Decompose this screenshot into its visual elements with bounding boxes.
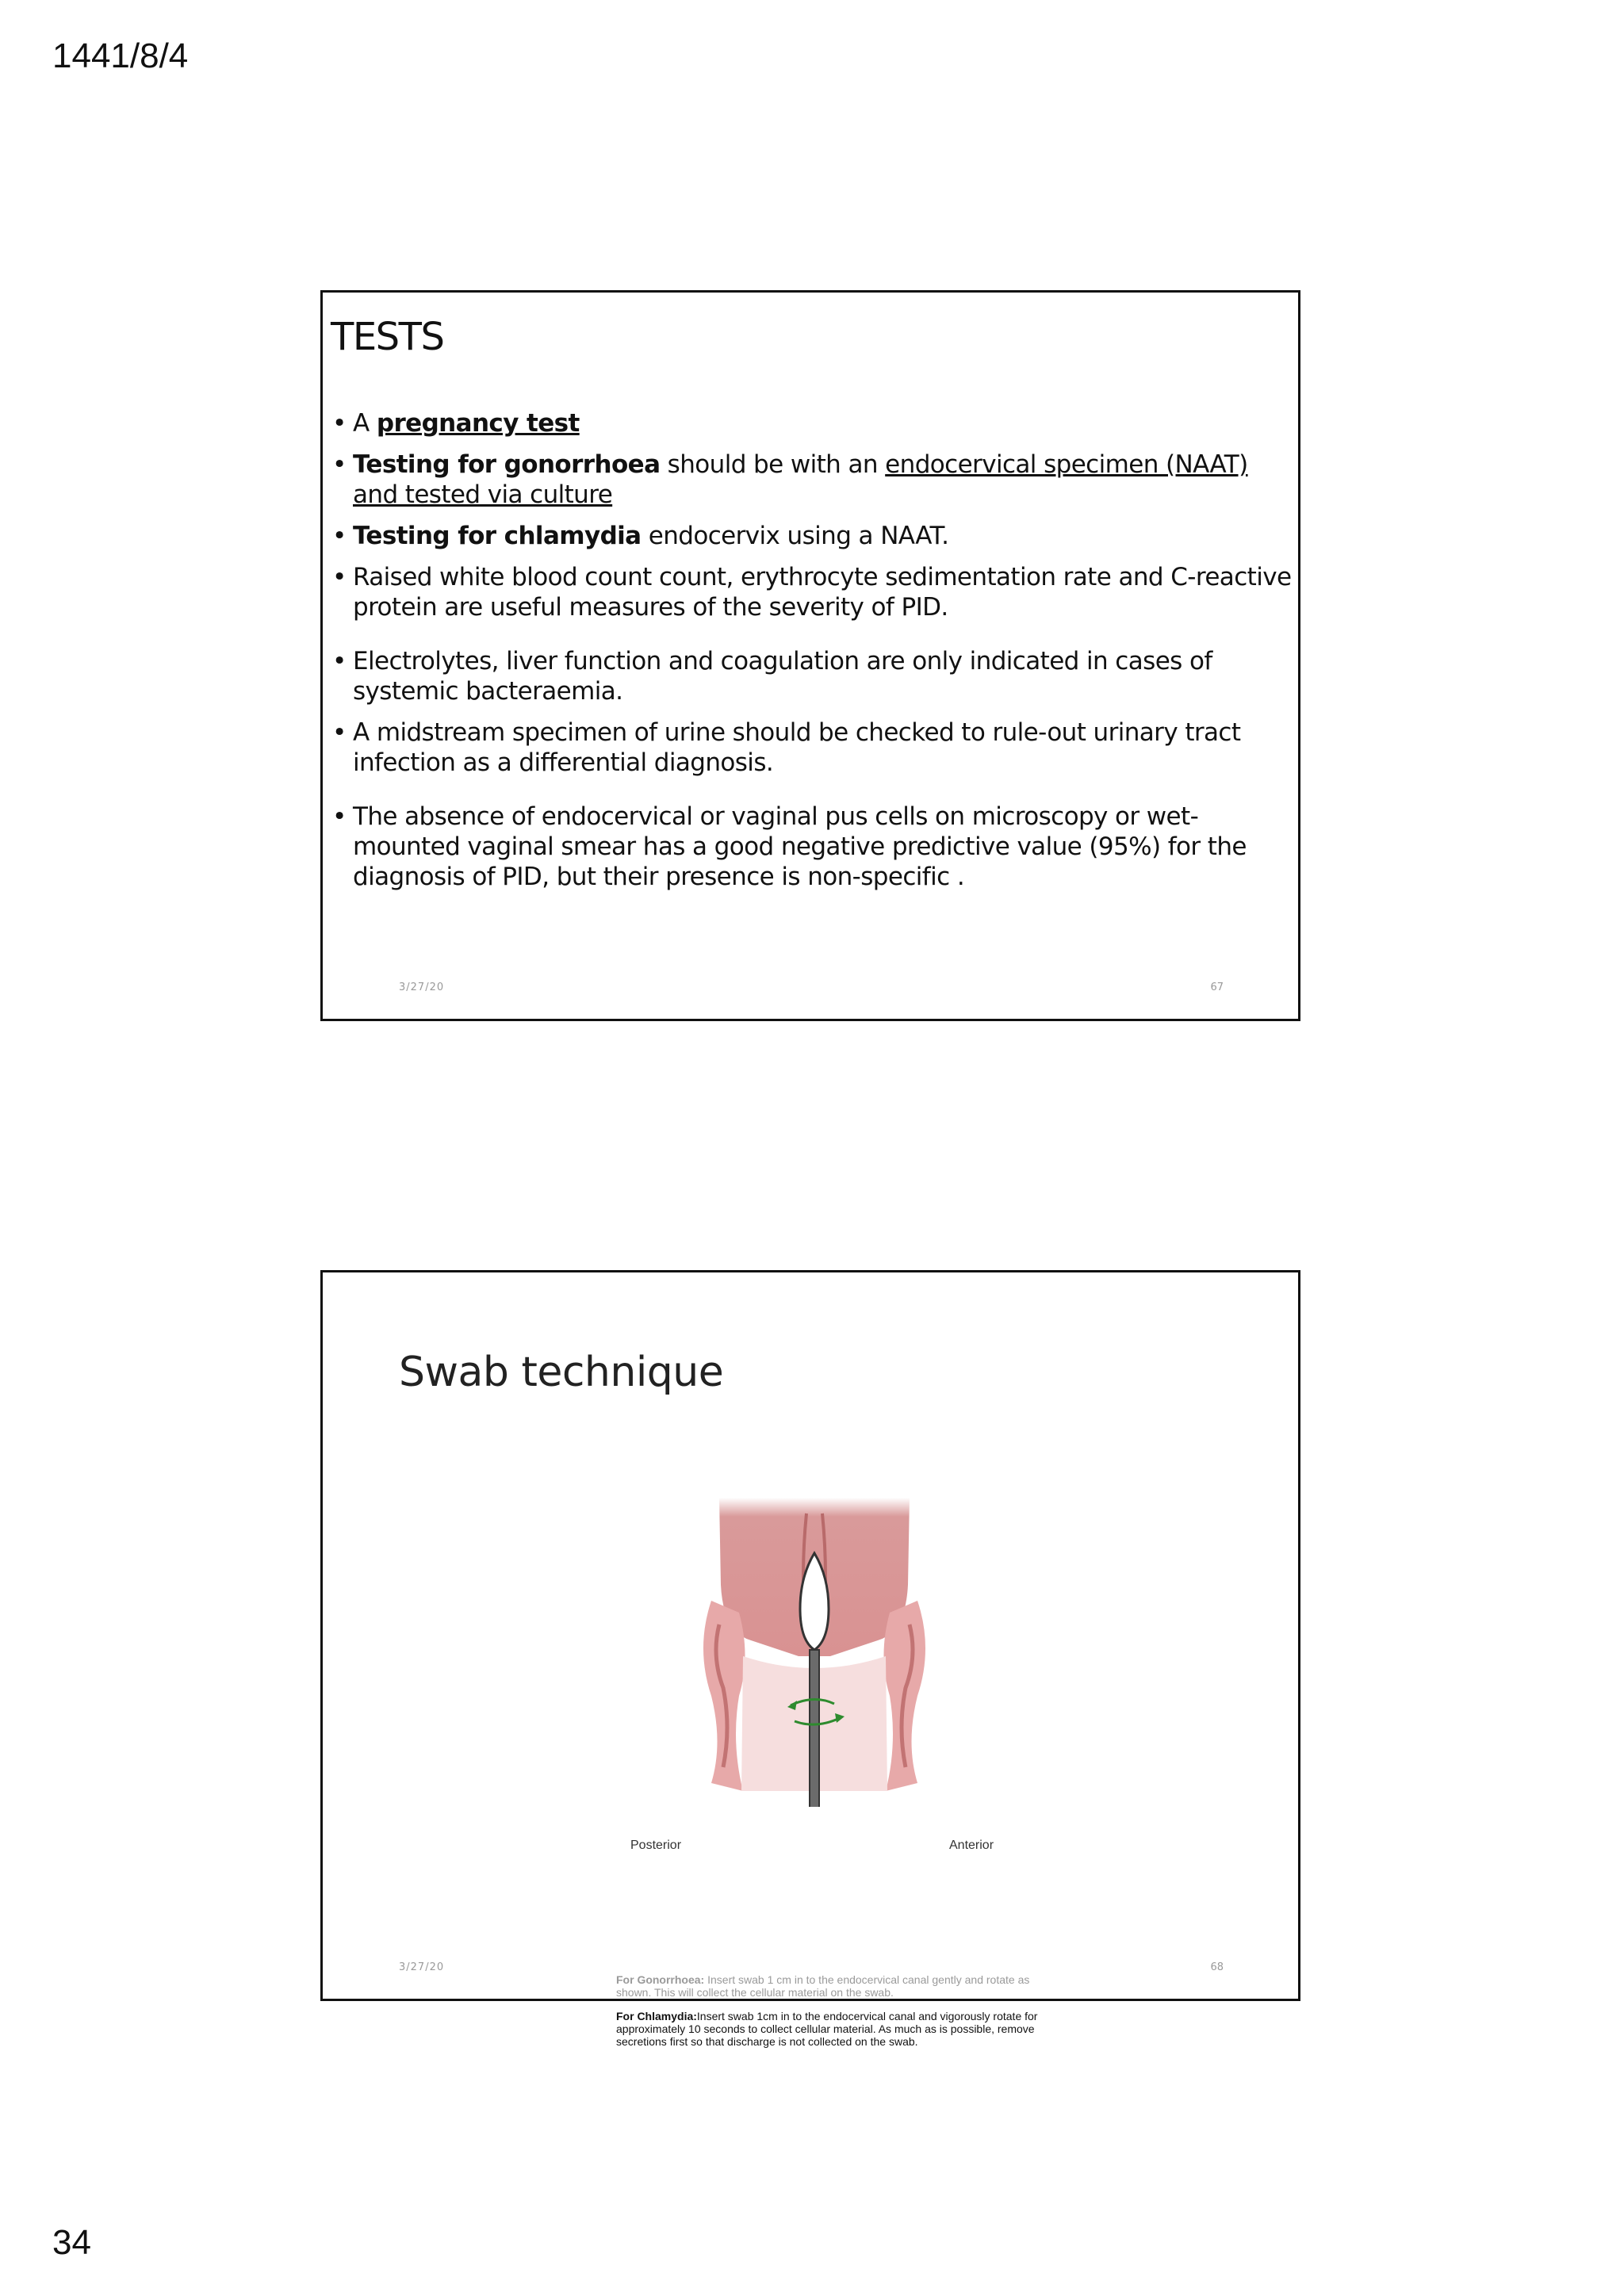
cervical-swab-diagram-icon [592, 1466, 1036, 1807]
label-anterior: Anterior [949, 1839, 994, 1852]
bullet-text: A [353, 409, 377, 438]
bullet-text: should be with an [660, 450, 886, 479]
slide-footer-number: 68 [1210, 1961, 1224, 1973]
bullet-text: Raised white blood count count, erythrocyte sedimentation rate and C-reactive protein are useful measures of the severity of PID. [353, 563, 1292, 622]
bullet-item [332, 802, 1293, 892]
bullet-underline: endocervical specimen (NAAT) and tested via culture [353, 450, 1248, 509]
bullet-item [332, 718, 1293, 778]
bullet-text: A midstream specimen of urine should be checked to rule-out urinary tract infection as a differential diagnosis. [353, 718, 1241, 777]
bullet-emphasis: pregnancy test [376, 409, 580, 438]
label-posterior: Posterior [630, 1839, 682, 1852]
caption-text: Insert swab 1cm in to the endocervical canal and vigorously rotate for approximately 10 seconds to collect cellular material. As much as is possible, remove secretions first so that discharge is not collected on the swab. [616, 2010, 1038, 2048]
slide-title: Swab technique [399, 1349, 724, 1396]
bullet-item [332, 521, 1293, 551]
swab-figure [592, 1466, 1038, 2048]
bullet-list [332, 408, 1293, 903]
caption-heading: For Gonorrhoea: [616, 1973, 705, 1986]
bullet-text: Electrolytes, liver function and coagulation are only indicated in cases of systemic bacteraemia. [353, 647, 1212, 706]
caption-gonorrhoea [616, 1973, 1044, 1999]
slide-footer-date: 3/27/20 [399, 982, 445, 993]
bullet-item [332, 450, 1293, 510]
page-number: 34 [52, 2223, 91, 2262]
bullet-emphasis: Testing for chlamydia [353, 522, 642, 550]
slide-footer-date: 3/27/20 [399, 1961, 445, 1973]
bullet-emphasis: Testing for gonorrhoea [353, 450, 661, 479]
slide-footer-number: 67 [1210, 982, 1224, 993]
bullet-text: endocervix using a NAAT. [641, 522, 949, 550]
slide-title: TESTS [331, 315, 444, 359]
slide-swab-technique [320, 1270, 1300, 2048]
bullet-item [332, 408, 1293, 438]
caption-chlamydia [616, 2010, 1044, 2048]
bullet-item [332, 646, 1293, 706]
page-date: 1441/8/4 [52, 36, 189, 75]
bullet-text: The absence of endocervical or vaginal pus cells on microscopy or wet-mounted vaginal smear has a good negative predictive value (95%) for the diagnosis of PID, but their presence is non-specific . [353, 802, 1247, 891]
caption-text: Insert swab 1 cm in to the endocervical canal gently and rotate as shown. This will collect the cellular material on the swab. [616, 1973, 1030, 1999]
bullet-item [332, 562, 1293, 622]
caption-heading: For Chlamydia: [616, 2010, 697, 2022]
slide-tests [320, 290, 1300, 1021]
